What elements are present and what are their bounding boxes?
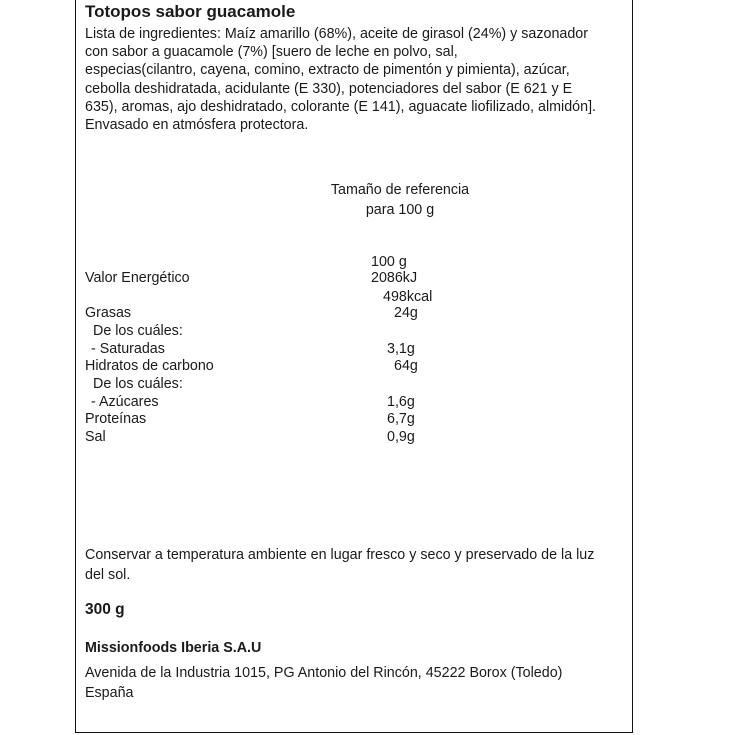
carbs-sub-label: De los cuáles: [93,376,183,392]
energy-label: Valor Energético [85,270,190,286]
reference-size-line2: para 100 g [365,202,435,218]
protein-value: 6,7g [387,411,415,427]
energy-kj-value: 2086kJ [371,270,418,286]
ingredients-line: cebolla deshidratada, acidulante (E 330), potenciadores del sabor (E 621 y E [85,80,573,97]
company-country: España [85,685,134,701]
net-weight: 300 g [85,601,125,618]
nutrition-column-header: 100 g [371,254,407,270]
company-address: Avenida de la Industria 1015, PG Antonio del Rincón, 45222 Borox (Toledo) [85,665,563,681]
ingredients-line: especias(cilantro, cayena, comino, extracto de pimentón y pimienta), azúcar, [85,62,570,79]
carbs-value: 64g [394,358,418,374]
salt-label: Sal [85,429,106,445]
ingredients-line: Envasado en atmósfera protectora. [85,117,309,134]
saturated-label: - Saturadas [91,341,165,357]
ingredients-line: 635), aromas, ajo deshidratado, colorante (E 141), aguacate liofilizado, almidón]. [85,98,597,115]
fat-value: 24g [394,305,418,321]
company-name: Missionfoods Iberia S.A.U [85,640,262,656]
carbs-label: Hidratos de carbono [85,358,214,374]
saturated-value: 3,1g [387,341,415,357]
ingredients-line: con sabor a guacamole (7%) [suero de leche en polvo, sal, [85,44,458,61]
storage-instructions [85,545,594,585]
storage-line: Conservar a temperatura ambiente en lugar fresco y seco y preservado de la luz [85,547,595,563]
salt-value: 0,9g [387,429,415,445]
sugars-value: 1,6g [387,394,415,410]
sugars-label: - Azúcares [91,394,159,410]
product-title: Totopos sabor guacamole [85,2,296,21]
ingredients-line: Lista de ingredientes: Maíz amarillo (68%), aceite de girasol (24%) y sazonador [85,26,589,42]
ingredients-block [85,25,630,134]
protein-label: Proteínas [85,411,147,427]
fat-label: Grasas [85,305,132,321]
energy-kcal-value: 498kcal [383,289,433,305]
storage-line: del sol. [85,567,131,583]
fat-sub-label: De los cuáles: [93,323,183,339]
reference-size-line1: Tamaño de referencia [330,182,470,198]
